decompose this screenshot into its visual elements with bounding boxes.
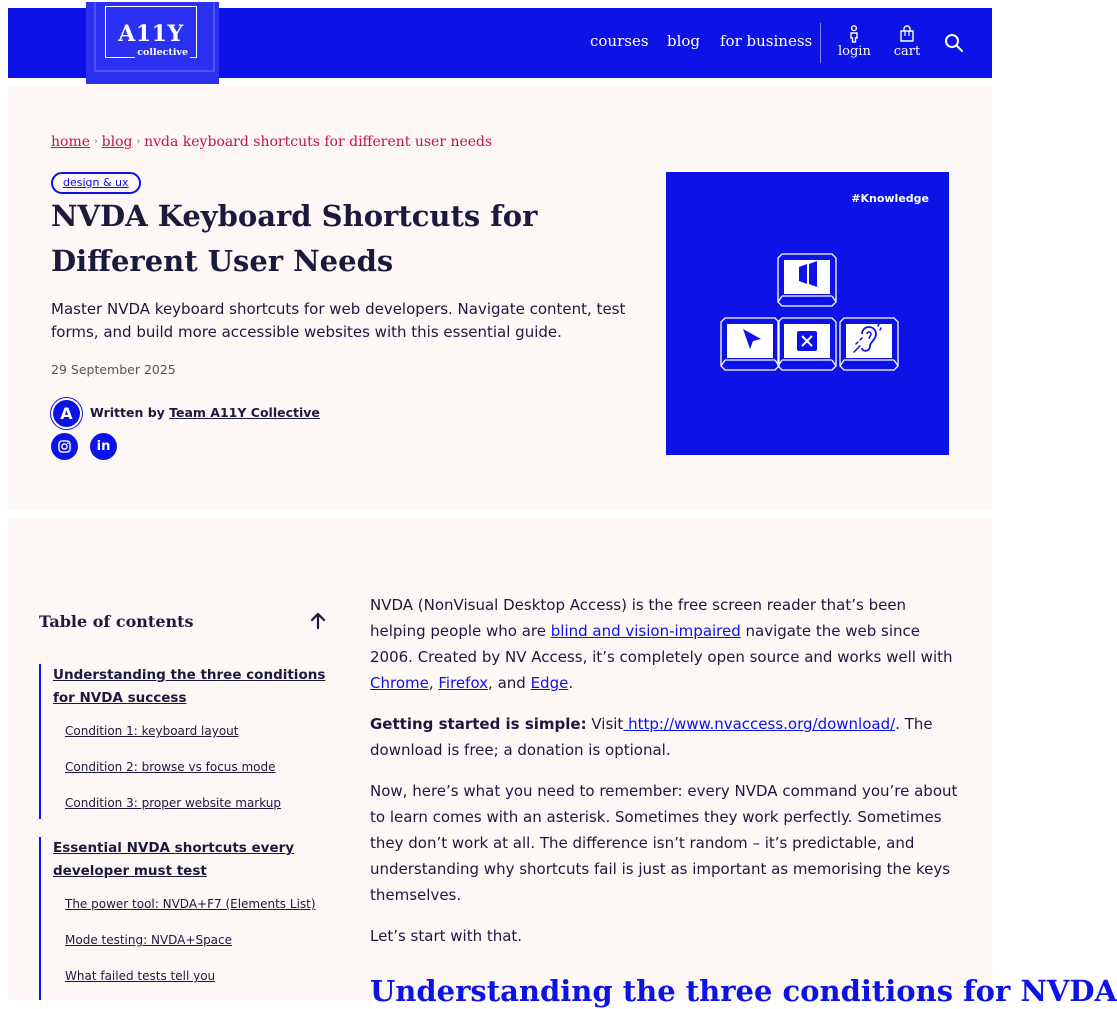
toc-link-three-conditions[interactable]: Understanding the three conditions for NVDA success	[53, 667, 326, 706]
breadcrumb-blog[interactable]: blog	[101, 134, 133, 150]
site-header	[8, 8, 992, 78]
text-run: ,	[428, 674, 439, 692]
text-run: NVDA (NonVisual Desktop Access) is the free screen reader that’s been helping people who are	[370, 596, 907, 640]
article-content	[8, 518, 1117, 1008]
page-title: NVDA Keyboard Shortcuts for Different User Needs	[51, 199, 538, 278]
section-heading: Understanding the three conditions for NVDA	[370, 974, 1117, 1008]
breadcrumb	[51, 134, 492, 150]
getting-started-bold: Getting started is simple:	[370, 715, 587, 733]
breadcrumb-separator: ›	[136, 137, 141, 147]
logo-title: A11Y	[118, 21, 184, 47]
firefox-link[interactable]: Firefox	[438, 674, 489, 692]
user-icon	[848, 25, 860, 43]
toc-group	[39, 664, 333, 819]
instagram-link[interactable]	[51, 433, 78, 460]
hero-illustration	[666, 172, 949, 455]
text-run: Visit	[586, 715, 624, 733]
article-paragraph	[370, 711, 960, 763]
article-description: Master NVDA keyboard shortcuts for web developers. Navigate content, test forms, and build more accessible websites with this essential guide.	[51, 300, 626, 341]
text-run: . The download is free; a donation is optional.	[370, 715, 933, 759]
text-run: , and	[488, 674, 531, 692]
toc-group	[39, 837, 333, 1000]
toc-collapse-button[interactable]	[310, 612, 330, 632]
article-body	[370, 592, 1117, 1009]
nvda-download-link[interactable]: http://www.nvaccess.org/download/	[623, 715, 896, 733]
search-button[interactable]	[944, 33, 966, 55]
toc-title: Table of contents	[39, 612, 194, 631]
search-icon	[944, 33, 964, 53]
article-hero	[8, 86, 992, 510]
knowledge-tag: #Knowledge	[851, 192, 929, 205]
chrome-link[interactable]: Chrome	[370, 674, 429, 692]
written-by-label: Written by	[90, 405, 165, 420]
site-logo[interactable]	[105, 6, 197, 58]
breadcrumb-separator: ›	[94, 137, 98, 147]
toc-link-condition-1[interactable]: Condition 1: keyboard layout	[65, 724, 239, 738]
breadcrumb-current: nvda keyboard shortcuts for different user needs	[144, 134, 493, 150]
hearing-key-icon	[840, 318, 898, 370]
login-button[interactable]	[838, 25, 870, 59]
breadcrumb-home[interactable]: home	[51, 134, 91, 150]
publish-date: 29 September 2025	[51, 362, 176, 377]
cart-label: cart	[893, 44, 921, 59]
edge-link[interactable]: Edge	[530, 674, 569, 692]
text-run: navigate the web since 2006. Created by NV Access, it’s completely open source and works well with	[370, 622, 953, 666]
nav-for-business[interactable]: for business	[720, 32, 813, 50]
instagram-icon	[58, 440, 71, 453]
toc-link-failed-tests[interactable]: What failed tests tell you	[65, 969, 216, 983]
author-byline	[90, 405, 320, 420]
linkedin-icon: in	[96, 439, 111, 454]
nav-divider	[820, 23, 821, 63]
cart-bag-icon	[899, 25, 915, 43]
arrow-up-icon	[310, 612, 326, 630]
author-avatar: A	[51, 398, 82, 429]
login-label: login	[838, 44, 871, 59]
toc-link-condition-3[interactable]: Condition 3: proper website markup	[65, 796, 282, 810]
cart-button[interactable]	[892, 25, 922, 59]
nav-blog[interactable]: blog	[667, 32, 701, 50]
toc-link-essential-shortcuts[interactable]: Essential NVDA shortcuts every developer must test	[53, 840, 295, 879]
article-paragraph	[370, 592, 960, 696]
logo-subtitle: collective	[137, 47, 188, 58]
author-link[interactable]: Team A11Y Collective	[169, 405, 320, 420]
text-run: .	[568, 674, 574, 692]
toc-link-condition-2[interactable]: Condition 2: browse vs focus mode	[65, 760, 276, 774]
article-paragraph: Now, here’s what you need to remember: every NVDA command you’re about to learn comes with an asterisk. Sometimes they work perfectly. Sometimes they don’t work at all. The difference isn’t random – it’s predictable, and understanding why shortcuts fail is just as important as memorising the keys themselves.	[370, 782, 958, 904]
toc-link-mode-testing[interactable]: Mode testing: NVDA+Space	[65, 933, 233, 947]
toc-link-power-tool[interactable]: The power tool: NVDA+F7 (Elements List)	[65, 897, 316, 911]
nav-courses[interactable]: courses	[590, 32, 649, 50]
linkedin-link[interactable]	[90, 433, 117, 460]
keyboard-keys-icon	[720, 252, 900, 377]
blind-vision-impaired-link[interactable]: blind and vision-impaired	[550, 622, 741, 640]
category-tag[interactable]: design & ux	[51, 172, 141, 194]
article-paragraph: Let’s start with that.	[370, 927, 523, 945]
